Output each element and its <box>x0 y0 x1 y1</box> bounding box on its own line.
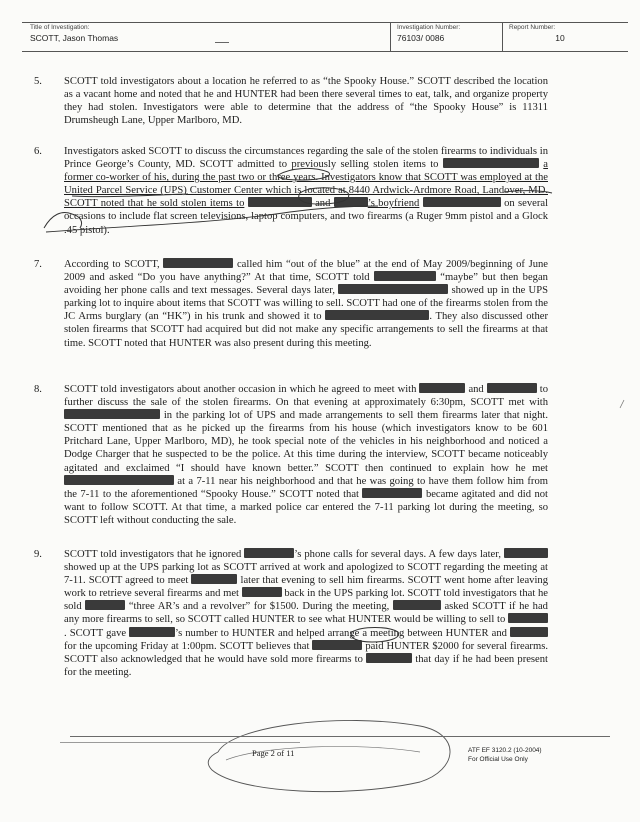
paragraph-number: 6. <box>34 146 42 157</box>
text-run: SCOTT told investigators that he ignored <box>64 549 242 560</box>
redaction-block <box>487 383 537 393</box>
paragraph-5 <box>34 75 548 127</box>
text-run: that day if he had been present for the meeting. <box>64 653 548 678</box>
text-run: “maybe” but then began avoiding her phone calls and text messages. Several days later, <box>64 272 548 297</box>
text-run: ’s number to HUNTER and helped arrange a meeting between HUNTER and <box>175 627 507 639</box>
footer-rule-faint <box>60 742 300 743</box>
paragraph-number: 9. <box>34 549 42 560</box>
page-number: Page 2 of 11 <box>252 748 295 758</box>
text-run: Investigators asked SCOTT to discuss the circumstances regarding the sale of the stolen firearms to individuals in Prince George’s County, MD. SCOTT admitted to previously selling stolen items to <box>64 146 548 171</box>
text-run: paid HUNTER $2000 for several firearms. SCOTT also acknowledged that he would have sold more firearms to <box>64 640 548 665</box>
text-run: for the upcoming Friday at 1:00pm. SCOTT believes that <box>64 640 310 652</box>
redaction-block <box>325 310 429 320</box>
redaction-block <box>366 653 412 663</box>
redaction-block <box>510 627 548 637</box>
redaction-block <box>248 197 312 207</box>
redaction-block <box>419 383 465 393</box>
redaction-block <box>334 197 368 207</box>
title-value: SCOTT, Jason Thomas <box>30 33 119 43</box>
redaction-block <box>163 258 233 268</box>
paragraph-text: SCOTT told investigators about a location he referred to as “the Spooky House.” SCOTT described the location as a vacant home and noted that he and HUNTER had been there several times to eat, talk, and organize property they had stolen. Investigators were able to determine that the address of “the Spooky House” is 11311 Drumsheugh Lane, Upper Marlboro, MD. <box>64 76 548 127</box>
paragraph-text <box>64 548 548 679</box>
paragraph-6 <box>34 145 548 237</box>
redaction-block <box>338 284 448 294</box>
investigation-number-value: 76103/ 0086 <box>397 33 445 43</box>
text-run: became agitated and did not want to follow SCOTT. At that time, a marked police car entered the 7-11 parking lot during the meeting, so SCOTT left without conducting the sale. <box>64 488 549 526</box>
text-run: and <box>315 198 331 210</box>
text-run: ’s boyfriend <box>367 198 420 210</box>
paragraph-8 <box>34 383 548 527</box>
pen-stray-mark <box>620 400 624 408</box>
report-number-label: Report Number: <box>509 24 556 31</box>
investigation-number-cell <box>390 23 503 51</box>
text-run: and <box>468 384 484 395</box>
header-tick-mark <box>215 42 229 43</box>
text-run: ’s phone calls for several days. A few days later, <box>294 549 501 560</box>
redaction-block <box>443 158 539 168</box>
text-run: showed up in the UPS parking lot to inquire about items that SCOTT was willing to sell. SCOTT had one of the firearms stolen from the JC Arms burglary (an “HK”) in his trunk and showed it to <box>64 285 548 323</box>
investigation-number-label: Investigation Number: <box>397 24 461 31</box>
text-run: on several occasions to include flat screen televisions, laptop computers, and two firearms (a Ruger 9mm pistol and a Glock .45 pistol). <box>64 198 549 236</box>
redaction-block <box>244 548 294 558</box>
text-run: at a 7-11 near his neighborhood and that he was going to have them follow him from the 7-11 to the aforementioned “Spooky House.” SCOTT noted that <box>64 475 548 500</box>
text-run: to further discuss the sale of the stolen firearms. On that evening at approximately 6:30pm, SCOTT met with <box>64 384 549 409</box>
redaction-block <box>504 548 548 558</box>
redaction-block <box>242 587 282 597</box>
text-run: According to SCOTT, <box>64 259 160 270</box>
paragraph-number: 5. <box>34 76 42 87</box>
text-run: a former co-worker of his, during the past two or three years. Investigators know that SCOTT was employed at the United Parcel Service (UPS) Customer Center which is located at 8440 Ardwick-Ardmore Road, Landover, MD. SCOTT noted that he sold stolen items to <box>64 159 548 210</box>
redaction-block <box>393 600 441 610</box>
paragraph-text <box>64 145 548 237</box>
redaction-block <box>423 197 501 207</box>
redaction-block <box>129 627 175 637</box>
redaction-block <box>312 640 362 650</box>
text-run: later that evening to sell him firearms. SCOTT went home after leaving work to retrieve several firearms and met <box>64 575 548 600</box>
redaction-block <box>85 600 125 610</box>
redaction-block <box>191 574 237 584</box>
text-run: called him “out of the blue” at the end of May 2009/beginning of June 2009 and asked “Do you have anything?” At that time, SCOTT told <box>64 259 548 284</box>
text-run: . SCOTT gave <box>64 627 127 639</box>
text-run: back in the UPS parking lot. SCOTT told investigators that he sold <box>64 588 549 613</box>
footer-rule <box>70 736 610 737</box>
text-run: SCOTT told investigators about another occasion in which he agreed to meet with <box>64 384 417 395</box>
redaction-block <box>374 271 436 281</box>
paragraph-text <box>64 383 548 527</box>
redaction-block <box>508 613 548 623</box>
text-run: asked SCOTT if he had any more firearms to sell, so SCOTT called HUNTER to see what HUNTER would be willing to sell to <box>64 601 548 626</box>
paragraph-7 <box>34 258 548 350</box>
text-run: in the parking lot of UPS and made arrangements to sell them firearms later that night. SCOTT mentioned that as he picked up the firearms from his house (which investigators know to be 601 Pritchard Lane, Upper Marlboro, MD), he took special note of the vehicles in his neighborhood and noticed a Dodge Charger that he suspected to be the police. At this time during the interview, SCOTT became noticeably agitated and exclaimed “I should have known better.” SCOTT then continued to explain how he met <box>64 410 548 474</box>
form-identifier <box>468 746 542 764</box>
report-header <box>22 22 628 52</box>
text-run: . They also discussed other stolen firearms that SCOTT had acquired but did not make any specific arrangements to sell the firearms at that time. SCOTT noted that HUNTER was also present during this meeting. <box>64 311 548 349</box>
paragraph-number: 7. <box>34 259 42 270</box>
paragraph-text <box>64 258 548 350</box>
form-number: ATF EF 3120.2 (10-2004) <box>468 747 542 754</box>
redaction-block <box>64 409 160 419</box>
title-label: Title of Investigation: <box>30 24 90 31</box>
paragraph-9 <box>34 548 548 679</box>
paragraph-number: 8. <box>34 384 42 395</box>
title-cell <box>30 23 382 51</box>
redaction-block <box>64 475 174 485</box>
official-use-notice: For Official Use Only <box>468 756 528 763</box>
report-number-cell <box>502 23 627 51</box>
text-run: “three AR’s and a revolver” for $1500. During the meeting, <box>128 601 390 613</box>
redaction-block <box>362 488 422 498</box>
report-number-value: 10 <box>555 33 565 43</box>
text-run: showed up at the UPS parking lot as SCOTT arrived at work and apologized to SCOTT regarding the meeting at 7-11. SCOTT agreed to meet <box>64 562 548 587</box>
